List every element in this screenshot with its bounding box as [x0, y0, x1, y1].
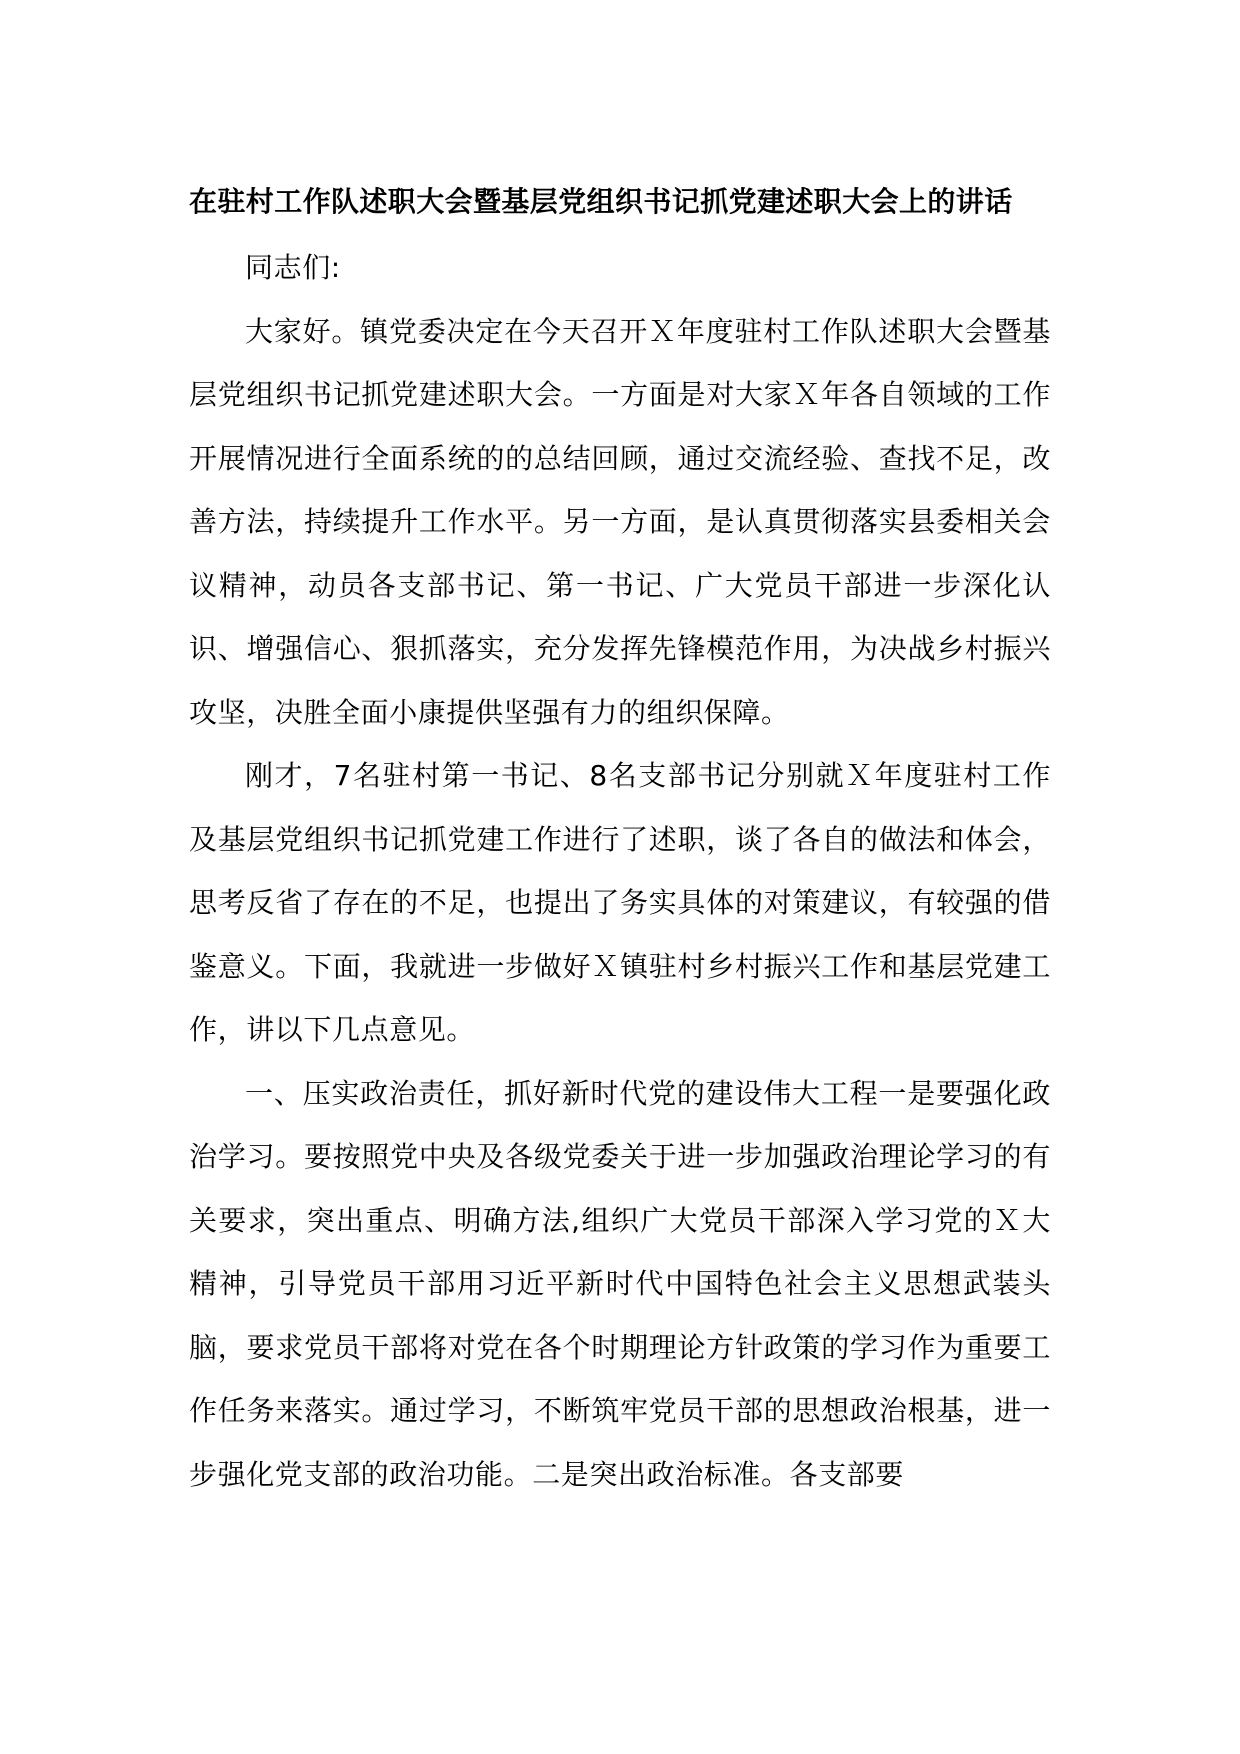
body-paragraph-opening: 大家好。镇党委决定在今天召开Ｘ年度驻村工作队述职大会暨基层党组织书记抓党建述职大会。一方面是对大家Ｘ年各自领域的工作开展情况进行全面系统的的总结回顾，通过交流经验、查找不足，改善方法，持续提升工作水平。另一方面，是认真贯彻落实县委相关会议精神，动员各支部书记、第一书记、广大党员干部进一步深化认识、增强信心、狠抓落实，充分发挥先锋模范作用，为决战乡村振兴攻坚，决胜全面小康提供坚强有力的组织保障。 — [189, 314, 1051, 729]
greeting-paragraph: 同志们: — [245, 251, 341, 284]
document-title: 在驻村工作队述职大会暨基层党组织书记抓党建述职大会上的讲话 — [189, 185, 1013, 218]
body-paragraph-section-one: 一、压实政治责任，抓好新时代党的建设伟大工程一是要强化政治学习。要按照党中央及各级党委关于进一步加强政治理论学习的有关要求，突出重点、明确方法,组织广大党员干部深入学习党的Ｘ大精神，引导党员干部用习近平新时代中国特色社会主义思想武装头脑，要求党员干部将对党在各个时期理论方针政策的学习作为重要工作任务来落实。通过学习，不断筑牢党员干部的思想政治根基，进一步强化党支部的政治功能。二是突出政治标准。各支部要 — [189, 1076, 1051, 1491]
body-paragraph-review: 刚才，7名驻村第一书记、8名支部书记分别就Ｘ年度驻村工作及基层党组织书记抓党建工作进行了述职，谈了各自的做法和体会，思考反省了存在的不足，也提出了务实具体的对策建议，有较强的借鉴意义。下面，我就进一步做好Ｘ镇驻村乡村振兴工作和基层党建工作，讲以下几点意见。 — [189, 759, 1051, 1046]
document-body — [189, 172, 1051, 1506]
